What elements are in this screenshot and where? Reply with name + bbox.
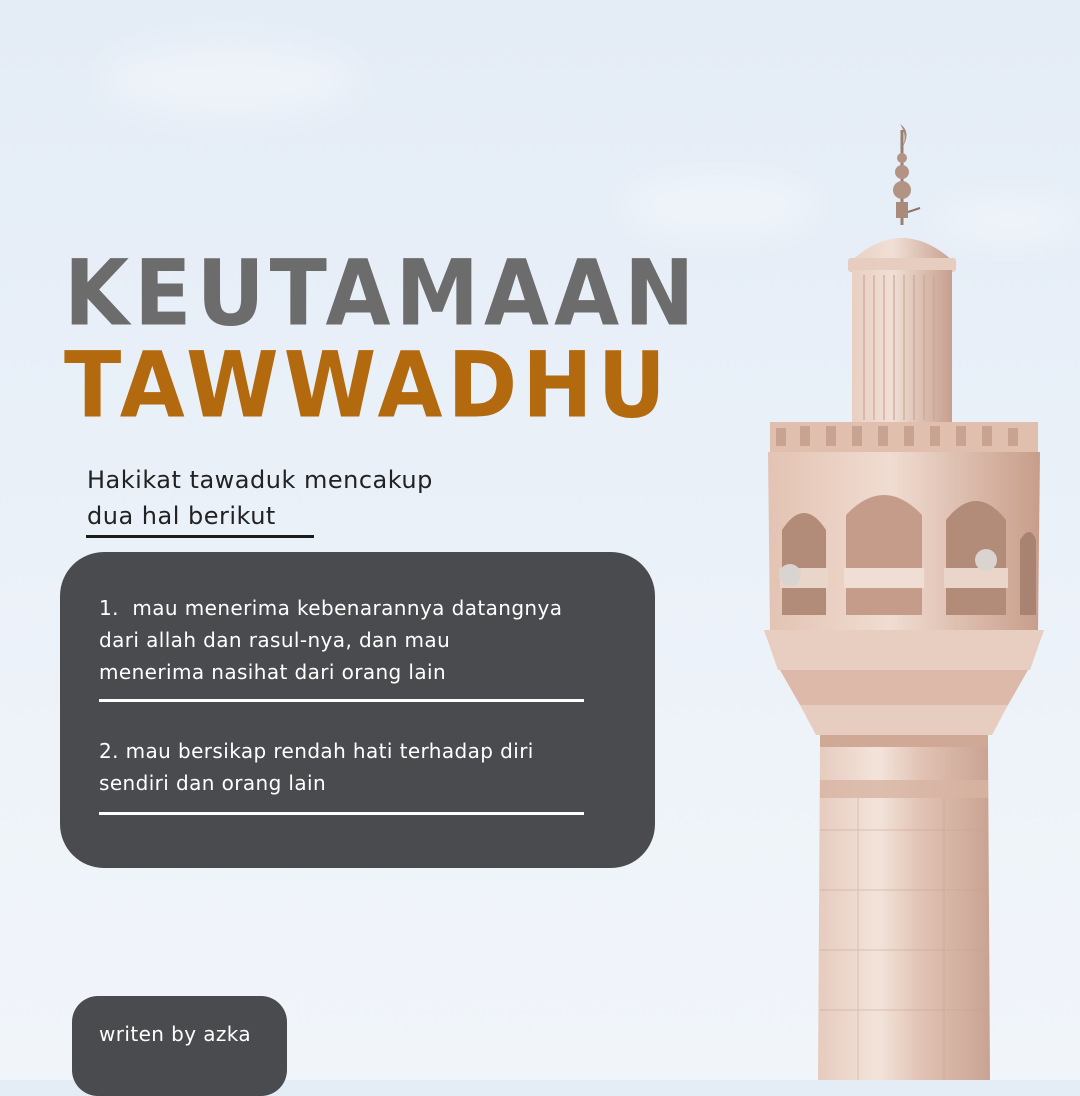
point-2-line-2: sendiri dan orang lain (99, 771, 327, 795)
point-divider (99, 812, 584, 815)
point-1-line-1: 1. mau menerima kebenarannya datangnya (99, 596, 563, 620)
point-2 (99, 735, 604, 799)
subtitle (87, 462, 547, 534)
subtitle-line-2: dua hal berikut (87, 502, 276, 530)
subtitle-line-1: Hakikat tawaduk mencakup (87, 466, 433, 494)
subtitle-underline (86, 535, 314, 538)
point-1-line-3: menerima nasihat dari orang lain (99, 660, 447, 684)
point-divider (99, 699, 584, 702)
title-line-1: KEUTAMAAN (64, 240, 700, 347)
point-2-line-1: 2. mau bersikap rendah hati terhadap diri (99, 739, 534, 763)
point-1-line-2: dari allah dan rasul-nya, dan mau (99, 628, 451, 652)
cloud-shape (100, 40, 360, 120)
minaret-icon (740, 110, 1060, 1080)
point-1 (99, 592, 604, 688)
title-line-2: TAWWADHU (64, 332, 671, 439)
author-credit: writen by azka (99, 1022, 252, 1046)
author-box (72, 996, 287, 1096)
